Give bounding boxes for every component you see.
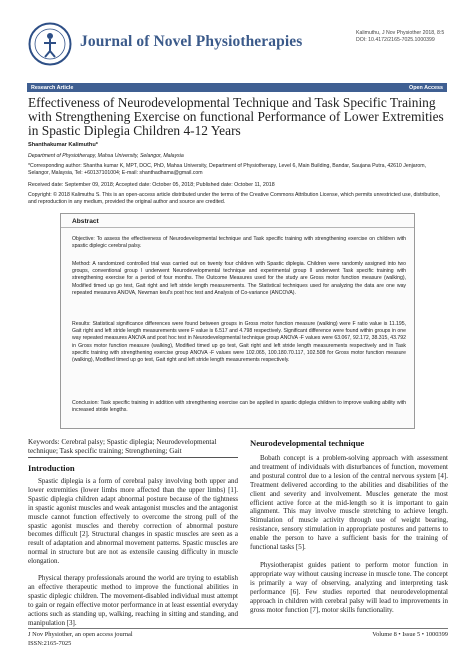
introduction-heading: Introduction bbox=[28, 463, 75, 473]
doi-line[interactable]: DOI: 10.4172/2165-7025.1000399 bbox=[356, 37, 435, 43]
introduction-paragraph-2: Physical therapy professionals around the world are trying to establish an effective therapeutic method to improve the functional abilities in spastic diplegic children. The movement-disabled individual must attempt to gain or regain effective motor performance in at least essential everyday actions such as standing up, walking, reaching in sitting and standing, and manipulation [3]. bbox=[28, 574, 238, 627]
corresponding-author: *Corresponding author: Shantha kumar K, MPT, DOC, PhD, Mahsa University, Department of Physiotherapy, Level 6, Main Building, Bandar, Saujana Putra, 42610 Jenjarom, Selangor, Malaysia, Tel: +60137101004; E-mail: shanthadhama@gmail.com bbox=[28, 163, 427, 177]
footer-journal-line: J Nov Physiother, an open access journal bbox=[28, 631, 133, 638]
abstract-conclusion: Conclusion: Task specific training in addition with strengthening exercise can be applied in spastic diplegia children to improve walking ability with increased stride lengths. bbox=[72, 400, 406, 414]
journal-name[interactable]: Journal of Novel Physiotherapies bbox=[80, 33, 303, 50]
ndt-heading: Neurodevelopmental technique bbox=[250, 438, 365, 448]
author-affiliation: Department of Physiotherapy, Mahsa University, Selangor, Malaysia bbox=[28, 153, 184, 159]
abstract-objective: Objective: To assess the effectiveness of Neurodevelopmental technique and Task specific training with strengthening exercise on children with spastic diplegic cerebral palsy. bbox=[72, 236, 406, 250]
keywords: Keywords: Cerebral palsy; Spastic diplegia; Neurodevelopmental technique; Task specific training; Strengthening; Gait bbox=[28, 438, 217, 455]
abstract-divider bbox=[61, 227, 414, 228]
ndt-paragraph-1: Bobath concept is a problem-solving approach with assessment and treatment of individuals with disturbances of function, movement and postural control due to a lesion of the central nervous system [4]. Treatment delivered according to the abilities and disabilities of the client and severity and involvement. Muscles generate the most efficient active force at the mid-length so it is important to gain alignment. This may involve muscle stretching to achieve length. Stimulation of muscle activity through use of weight bearing, resistance, sensory stimulation in appropriate postures and patterns to enable the person to have a sufficient basis for the training of functional tasks [5]. bbox=[250, 454, 448, 552]
article-type-label: Research Article bbox=[31, 84, 74, 91]
abstract-method: Method: A randomized controlled trial was carried out on twenty four children with Spastic diplegia. Children were randomly assigned into two groups, conventional group I underwent Neurodevelopmental technique and experimental group II underwent Task specific training with strengthening exercise for a period of four months. The Outcome Measures used for the study are Gross motor function measure (walking), Modified timed up go test, Gait right and left stride length measurements. The Statistical techniques used for analyzing the data are one way repeated measures ANOVA, Newman keul's post hoc test and Analysis of Co-variance (ANCOVA). bbox=[72, 261, 406, 296]
introduction-paragraph-1: Spastic diplegia is a form of cerebral palsy involving both upper and lower extremities (lower limbs more affected than the upper limbs) [1]. Spastic diplegia children adapt abnormal posture because of the tightness in spastic agonist muscles and weak antagonist muscles and the antagonist muscle cannot function effectively to overcome the strong pull of the spastic agonist muscles and thereby correction of abnormal posture becomes difficult [2]. Structural changes in spastic muscles are seen as a result of adaptation and abnormal movement patterns. Spastic muscles are normal in structure but are not as extensile causing difficulty in muscle elongation. bbox=[28, 477, 238, 566]
journal-seal-logo bbox=[28, 22, 72, 66]
footer-journal-info bbox=[28, 631, 133, 648]
abstract-results: Results: Statistical significance differences were found between groups in Gross motor function measure (walking) were F ratio value is 11.195, Gait right and left stride length measurements were F value is 6.517 and 4.798 respectively. Significant difference were found within groups in one way repeated measures ANOVA and post hoc test in Neurodevelopmental technique group ANOVA -F values were 63.067, 92.172, 38.315, 43.792 in Gross motor function measure (walking), Modified timed up go test, Gait right and left stride length measurements respectively and in Task specific training with strengthening exercise group ANOVA -F values were 102.065, 100.180.70.117, 102.508 for Gross motor function measure (walking), Modified timed up go test, Gait right and left stride length measurements respectively. bbox=[72, 321, 406, 364]
citation-info bbox=[356, 30, 448, 44]
article-type-band bbox=[27, 83, 447, 92]
footer-issn: ISSN:2165-7025 bbox=[28, 639, 72, 647]
ndt-paragraph-2: Physiotherapist guides patient to perform motor function in appropriate way without causing increase in muscle tone. The concept is primarily a way of observing, analyzing and interpreting task performance [6]. Few studies reported that neurodevelopmental approach in children with cerebral palsy will lead to improvements in gross motor function [7], motor skills functionality. bbox=[250, 561, 448, 614]
open-access-label: Open Access bbox=[409, 84, 443, 91]
footer-volume-info: Volume 8 • Issue 5 • 1000399 bbox=[372, 631, 448, 638]
page-header bbox=[0, 0, 474, 82]
copyright-notice: Copyright: © 2018 Kalimuthu S. This is an open-access article distributed under the terms of the Creative Commons Attribution License, which permits unrestricted use, distribution, and reproduction in any medium, provided the original author and source are credited. bbox=[28, 192, 441, 206]
footer-divider bbox=[28, 628, 448, 629]
article-title: Effectiveness of Neurodevelopmental Technique and Task Specific Training with Strengthening Exercise on functional Performance of Lower Extremities in Spastic Diplegia Children 4-12 Years bbox=[28, 95, 444, 138]
abstract-heading: Abstract bbox=[72, 218, 99, 225]
keywords-divider bbox=[28, 457, 238, 458]
author-name: Shanthakumar Kalimuthu* bbox=[28, 142, 98, 148]
article-dates: Received date: September 09, 2018; Accepted date: October 05, 2018; Published date: October 11, 2018 bbox=[28, 182, 275, 188]
abstract-box bbox=[60, 213, 415, 429]
citation-line: Kalimuthu, J Nov Physiother 2018, 8:5 bbox=[356, 30, 445, 36]
